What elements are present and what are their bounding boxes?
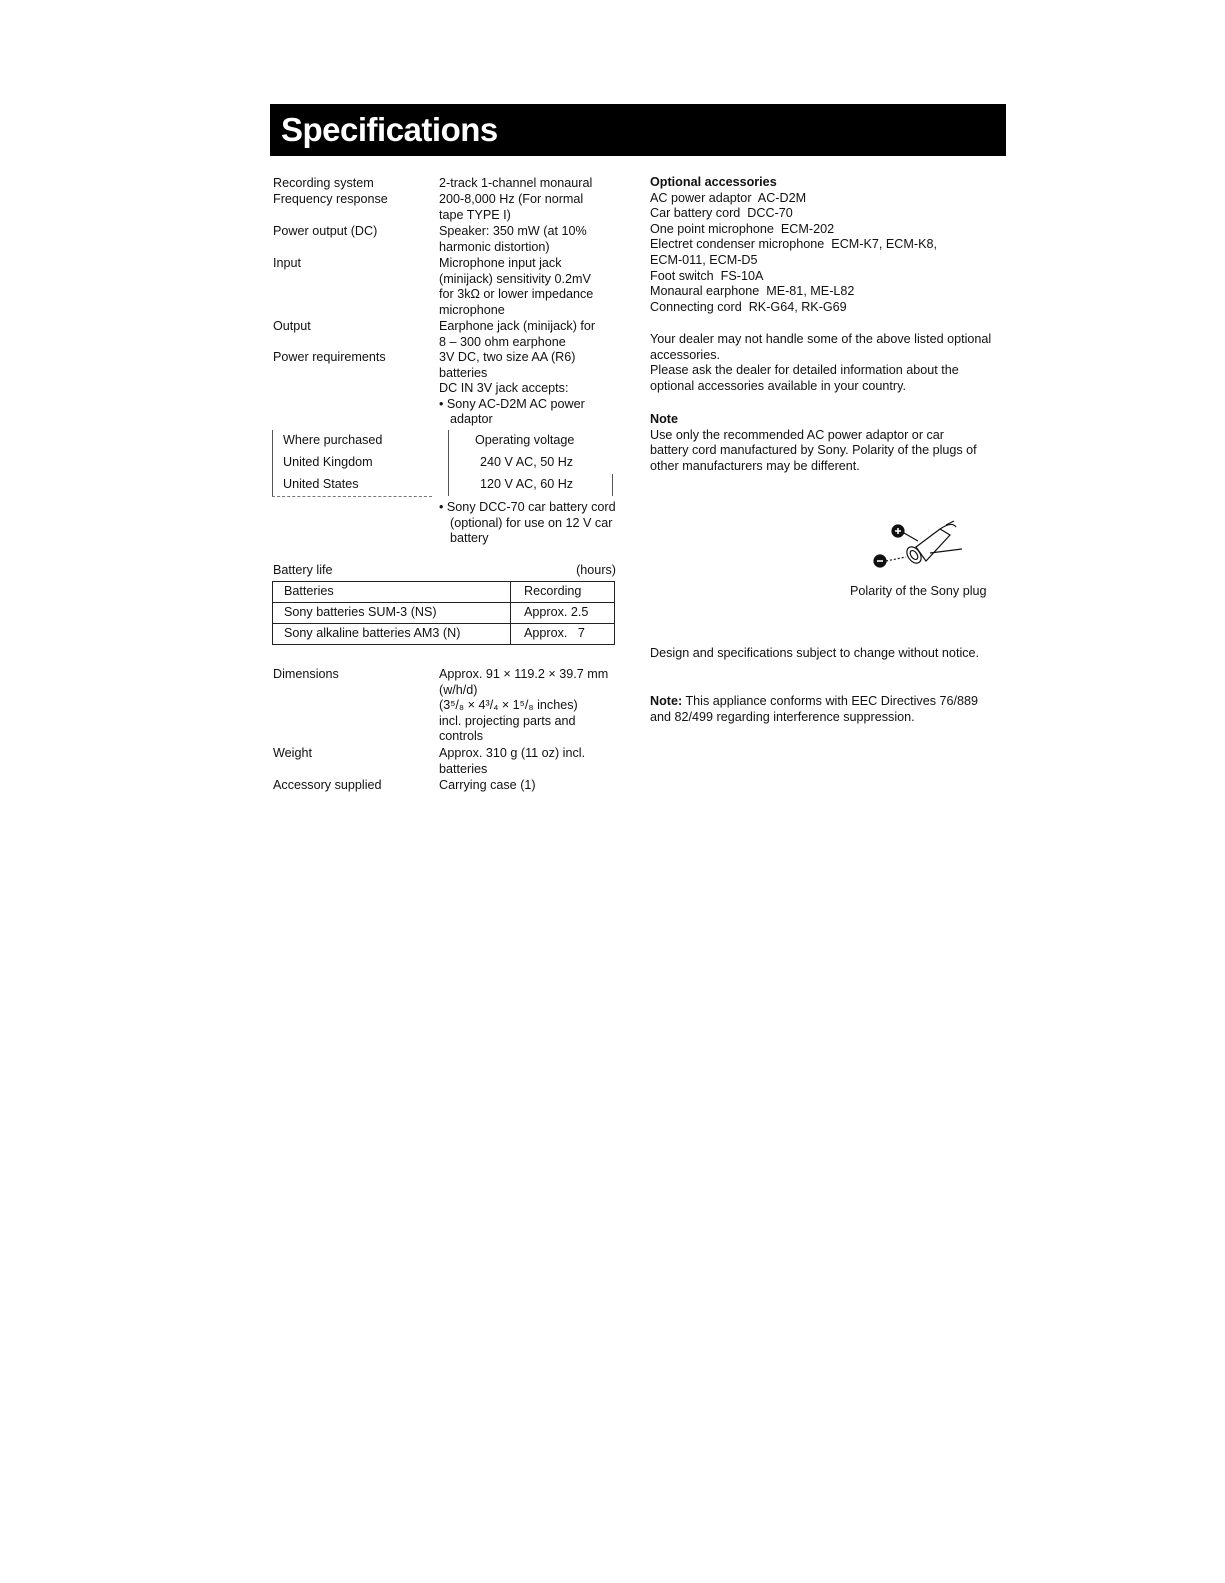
table-row: United States 120 V AC, 60 Hz bbox=[283, 477, 574, 491]
spec-label: Dimensions bbox=[273, 667, 339, 681]
voltage-table bbox=[272, 430, 616, 496]
battery-life-table bbox=[272, 581, 615, 645]
power-bullet-ac-adaptor: • Sony AC-D2M AC power adaptor bbox=[439, 396, 585, 427]
spec-label: Power output (DC) bbox=[273, 224, 378, 238]
plug-caption: Polarity of the Sony plug bbox=[850, 584, 987, 598]
voltage-table-header: Where purchased Operating voltage bbox=[283, 433, 575, 447]
spec-label: Power requirements bbox=[273, 350, 386, 364]
spec-label: Recording system bbox=[273, 176, 374, 190]
plug-polarity-diagram bbox=[866, 517, 976, 577]
list-item: Monaural earphone ME-81, ME-L82 bbox=[650, 284, 855, 299]
spec-value: Speaker: 350 mW (at 10% harmonic distortion) bbox=[439, 224, 587, 254]
battery-life-heading: Battery life (hours) bbox=[273, 563, 616, 577]
dealer-note: Your dealer may not handle some of the above listed optional accessories. Please ask the dealer for detailed information about the optional accessories available in your country. bbox=[650, 332, 992, 393]
note-text: Use only the recommended AC power adaptor or car battery cord manufactured by Sony. Polarity of the plugs of other manufacturers may be different. bbox=[650, 427, 977, 473]
table-row: Sony batteries SUM-3 (NS) Approx. 2.5 bbox=[273, 603, 615, 624]
design-notice: Design and specifications subject to change without notice. bbox=[650, 646, 980, 660]
list-item: ECM-011, ECM-D5 bbox=[650, 252, 758, 267]
power-bullet-car-cord: • Sony DCC-70 car battery cord (optional) for use on 12 V car battery bbox=[439, 500, 616, 546]
spec-value: Approx. 91 × 119.2 × 39.7 mm (w/h/d) (3⁵/₈ × 4³/₄ × 1⁵/₈ inches) incl. projecting parts and controls bbox=[439, 667, 609, 744]
spec-value: Microphone input jack (minijack) sensitivity 0.2mV for 3kΩ or lower impedance microphone bbox=[439, 256, 594, 317]
eec-note-label: Note: bbox=[650, 694, 683, 708]
table-row: United Kingdom 240 V AC, 50 Hz bbox=[283, 455, 574, 469]
spec-value: 3V DC, two size AA (R6) batteries DC IN 3V jack accepts: • Sony AC-D2M AC power adaptor bbox=[439, 350, 624, 428]
list-item: Car battery cord DCC-70 bbox=[650, 206, 793, 221]
eec-note-text: This appliance conforms with EEC Directives 76/889 and 82/499 regarding interference suppression. bbox=[650, 694, 979, 724]
spec-value: 200-8,000 Hz (For normal tape TYPE I) bbox=[439, 192, 584, 222]
list-item: One point microphone ECM-202 bbox=[650, 221, 835, 236]
optional-accessories bbox=[650, 175, 1000, 315]
spec-value: Approx. 310 g (11 oz) incl. batteries bbox=[439, 746, 586, 776]
table-row: Sony alkaline batteries AM3 (N) Approx. 7 bbox=[273, 624, 615, 645]
spec-value: Earphone jack (minijack) for 8 – 300 ohm earphone bbox=[439, 319, 596, 349]
spec-value: 2-track 1-channel monaural bbox=[439, 176, 593, 190]
spec-label: Input bbox=[273, 256, 302, 270]
title-bar bbox=[270, 104, 1006, 156]
list-item: Connecting cord RK-G64, RK-G69 bbox=[650, 299, 847, 314]
spec-label: Weight bbox=[273, 746, 312, 760]
note-heading: Note bbox=[650, 412, 678, 426]
table-header-row: Batteries Recording bbox=[273, 582, 615, 603]
note-section bbox=[650, 412, 980, 474]
spec-label: Output bbox=[273, 319, 311, 333]
list-item: Electret condenser microphone ECM-K7, ECM-K8, bbox=[650, 237, 937, 252]
list-item: Foot switch FS-10A bbox=[650, 268, 764, 283]
spec-label: Accessory supplied bbox=[273, 778, 382, 792]
spec-label: Frequency response bbox=[273, 192, 388, 206]
spec-value: Carrying case (1) bbox=[439, 778, 536, 792]
optional-accessories-heading: Optional accessories bbox=[650, 175, 777, 189]
list-item: AC power adaptor AC-D2M bbox=[650, 190, 807, 205]
page-title: Specifications bbox=[281, 111, 498, 148]
eec-note bbox=[650, 694, 995, 725]
